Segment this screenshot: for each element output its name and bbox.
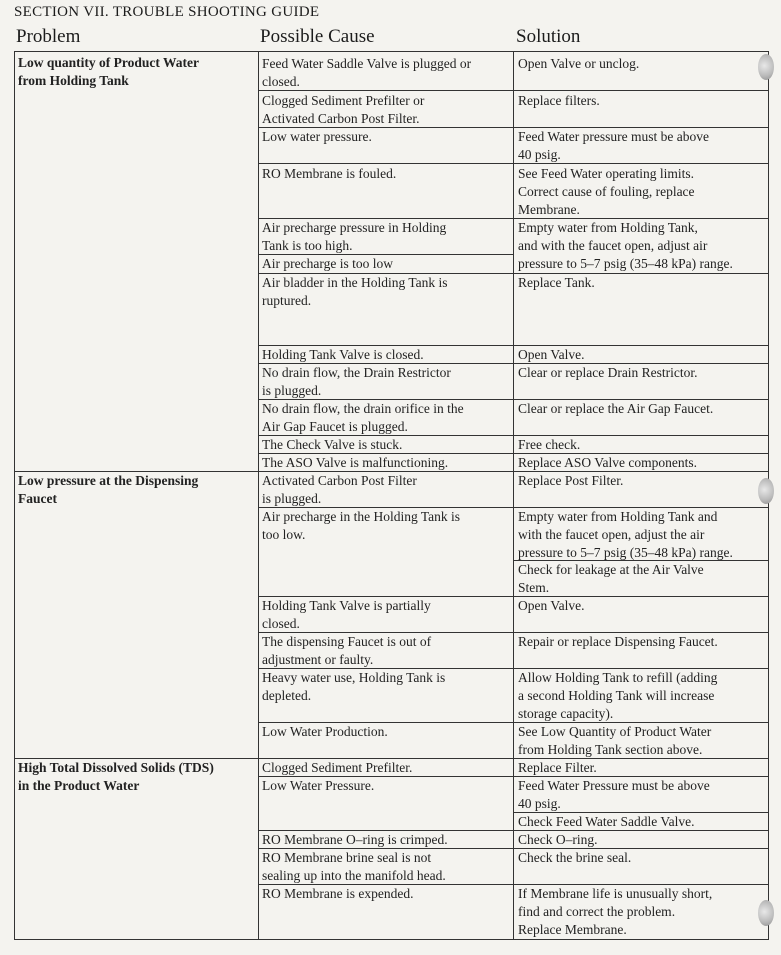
solution-cell: Check for leakage at the Air Valve Stem. — [518, 562, 704, 595]
solution-cell: Feed Water Pressure must be above 40 psig. — [518, 778, 710, 811]
problem-cell: Low pressure at the Dispensing Faucet — [18, 473, 199, 506]
cause-cell: Air bladder in the Holding Tank is ruptured. — [262, 275, 448, 308]
solution-cell: Check Feed Water Saddle Valve. — [518, 814, 695, 829]
solution-cell: See Low Quantity of Product Water from Holding Tank section above. — [518, 724, 712, 757]
cause-cell: Activated Carbon Post Filter is plugged. — [262, 473, 417, 506]
solution-cell: Open Valve. — [518, 347, 585, 362]
solution-cell: Clear or replace Drain Restrictor. — [518, 365, 698, 380]
binder-hole-icon — [758, 54, 774, 80]
cause-cell: Holding Tank Valve is partially closed. — [262, 598, 431, 631]
solution-cell: Replace filters. — [518, 93, 600, 108]
binder-hole-icon — [758, 900, 774, 926]
cause-cell: Feed Water Saddle Valve is plugged or closed. — [262, 56, 472, 89]
cause-cell: Holding Tank Valve is closed. — [262, 347, 424, 362]
cause-cell: No drain flow, the drain orifice in the Air Gap Faucet is plugged. — [262, 401, 464, 434]
problem-column-header: Problem — [16, 26, 81, 47]
section-title: SECTION VII. TROUBLE SHOOTING GUIDE — [14, 4, 320, 20]
solution-cell: Repair or replace Dispensing Faucet. — [518, 634, 718, 649]
cause-cell: Clogged Sediment Prefilter. — [262, 760, 413, 775]
column-divider — [513, 51, 514, 940]
cause-cell: Air precharge pressure in Holding Tank is too high. — [262, 220, 447, 253]
cause-cell: RO Membrane is fouled. — [262, 166, 397, 181]
solution-cell: If Membrane life is unusually short, find and correct the problem. Replace Membrane. — [518, 886, 713, 937]
cause-cell: RO Membrane is expended. — [262, 886, 414, 901]
problem-cell: High Total Dissolved Solids (TDS) in the Product Water — [18, 760, 214, 793]
solution-cell: Replace Tank. — [518, 275, 595, 290]
cause-cell: Clogged Sediment Prefilter or Activated Carbon Post Filter. — [262, 93, 425, 126]
solution-cell: Check the brine seal. — [518, 850, 632, 865]
solution-cell: See Feed Water operating limits. Correct cause of fouling, replace Membrane. — [518, 166, 695, 217]
solution-cell: Check O–ring. — [518, 832, 598, 847]
cause-cell: RO Membrane O–ring is crimped. — [262, 832, 448, 847]
cause-cell: The Check Valve is stuck. — [262, 437, 403, 452]
solution-cell: Open Valve. — [518, 598, 585, 613]
solution-cell: Open Valve or unclog. — [518, 56, 640, 71]
problem-cell: Low quantity of Product Water from Holding Tank — [18, 55, 200, 88]
cause-cell: Low water pressure. — [262, 129, 372, 144]
solution-cell: Replace ASO Valve components. — [518, 455, 697, 470]
cause-cell: The dispensing Faucet is out of adjustment or faulty. — [262, 634, 432, 667]
solution-column-header: Solution — [516, 26, 581, 47]
solution-cell: Replace Filter. — [518, 760, 597, 775]
cause-cell: Air precharge in the Holding Tank is too low. — [262, 509, 461, 542]
column-divider — [258, 51, 259, 940]
solution-cell: Empty water from Holding Tank, and with the faucet open, adjust air pressure to 5–7 psig (35–48 kPa) range. — [518, 220, 733, 271]
cause-column-header: Possible Cause — [260, 26, 375, 47]
cause-cell: The ASO Valve is malfunctioning. — [262, 455, 449, 470]
solution-cell: Replace Post Filter. — [518, 473, 624, 488]
cause-cell: Air precharge is too low — [262, 256, 393, 271]
solution-cell: Feed Water pressure must be above 40 psig. — [518, 129, 709, 162]
solution-cell: Allow Holding Tank to refill (adding a second Holding Tank will increase storage capacity). — [518, 670, 718, 721]
cause-cell: RO Membrane brine seal is not sealing up into the manifold head. — [262, 850, 446, 883]
cause-cell: Heavy water use, Holding Tank is depleted. — [262, 670, 446, 703]
cause-cell: Low Water Pressure. — [262, 778, 375, 793]
solution-cell: Empty water from Holding Tank and with the faucet open, adjust the air pressure to 5–7 psig (35–48 kPa) range. — [518, 509, 733, 560]
cause-cell: Low Water Production. — [262, 724, 388, 739]
solution-cell: Free check. — [518, 437, 581, 452]
solution-cell: Clear or replace the Air Gap Faucet. — [518, 401, 714, 416]
cause-cell: No drain flow, the Drain Restrictor is plugged. — [262, 365, 451, 398]
binder-hole-icon — [758, 478, 774, 504]
